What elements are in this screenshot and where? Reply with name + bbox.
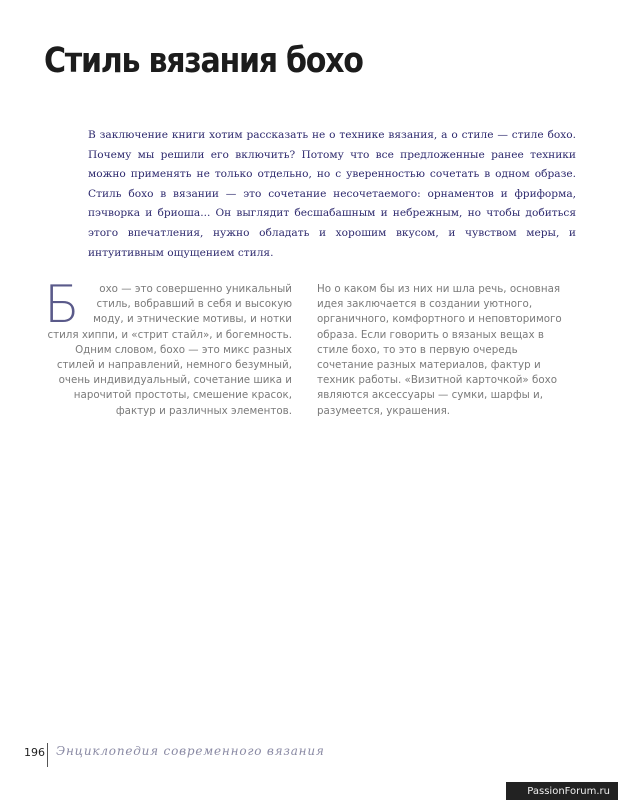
left-column-text: охо — это совершенно уникальный стиль, вобравший в себя и высокую моду, и этнические мотивы, и нотки стиля хиппи, и «стрит стайл», и богемность. Одним словом, бохо — это микс разных стилей и направлений, немного безумный, очень индивидуальный, сочетание шика и нарочитой простоты, смешение красок, фактур и различных элементов. [47, 283, 292, 417]
page-title: Стиль вязания бохо [44, 41, 363, 81]
intro-paragraph: В заключение книги хотим рассказать не о технике вязания, а о стиле — стиле бохо. Почему мы решили его включить? Потому что все предложенные ранее техники можно применять не только отдельно, но с уверенностью сочетать в одном образе. Стиль бохо в вязании — это сочетание несочетаемого: орнаментов и фриформа, пэчворка и бриоша... Он выглядит бесшабашным и небрежным, но чтобы добиться этого впечатления, нужно обладать и хорошим вкусом, и чувством меры, и интуитивным ощущением стиля. [88, 129, 576, 259]
page-number: 196 [24, 746, 45, 759]
book-title-caption: Энциклопедия современного вязания [56, 744, 325, 758]
left-column-paragraph [44, 275, 292, 419]
footer-divider [47, 743, 48, 767]
watermark-text: PassionForum.ru [527, 786, 610, 797]
right-column-paragraph: Но о каком бы из них ни шла речь, основная идея заключается в создании уютного, органичного, комфортного и неповторимого образа. Если говорить о вязаных вещах в стиле бохо, то это в первую очередь сочетание разных материалов, фактур и техник работы. «Визитной карточкой» бохо являются аксессуары — сумки, шарфы и, разумеется, украшения. [317, 283, 562, 417]
drop-cap: Б [44, 275, 80, 335]
